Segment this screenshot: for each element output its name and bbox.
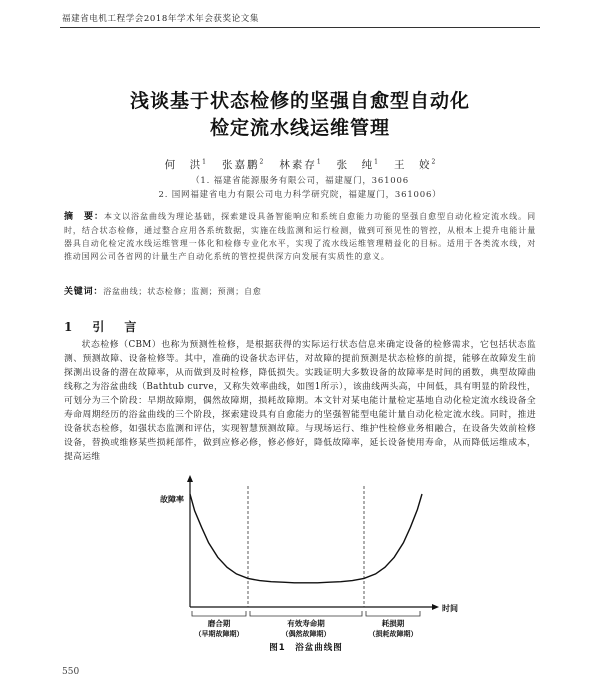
section-body: 状态检修（CBM）也称为预测性检修，是根据获得的实际运行状态信息来确定设备的检修需求，它包括状态监测、预测故障、设备检修等。其中，准确的设备状态评估，对故障的提前预测是状态检修的前提，能够在故障发生前探测出设备的潜在故障率，从而做到及时检修，降低损失。实践证明大多数设备的故障率是时间的函数，典型故障曲线称之为浴盆曲线（Bathtub curve，又称失效率曲线，如图1所示），该曲线两头高，中间低，具有明显的阶段性，可划分为三个阶段：早期故障期，偶然故障期，损耗故障期。本文针对某电能计量检定基地自动化检定流水线设备全寿命周期经历的浴盆曲线的三个阶段，探索建设具有自愈能力的坚强智能型电能计量自动化检定流水线。同时，推进设备状态检修，如强状态监测和评估，实现智慧预测故障。与现场运行、维护性检修业务相融合，在设备失效前检修设备，替换或维修某些损耗部件，做到应修必修，修必修好，降低故障率，延长设备使用寿命，从而降低运维成本，提高运维 <box>64 340 536 462</box>
author-2: 张嘉鹏$^2$ <box>221 158 264 171</box>
author-4: 张 纯$^1$ <box>336 158 378 171</box>
bathtub-curve-line <box>190 494 422 583</box>
y-axis-arrow <box>187 475 193 482</box>
phase-name-2: 有效寿命期 <box>287 619 325 628</box>
phase-sub-1: （早期故障期） <box>194 630 244 638</box>
phase-bracket-2 <box>250 611 362 616</box>
page-number: 550 <box>62 667 80 677</box>
running-head: 福建省电机工程学会2018年学术年会获奖论文集 <box>62 14 259 24</box>
author-1: 何 洪$^1$ <box>164 158 206 171</box>
author-3: 林素存$^1$ <box>279 158 321 171</box>
phase-bracket-1 <box>192 611 246 616</box>
phase-bracket-3 <box>366 611 420 616</box>
phase-name-1: 磨合期 <box>207 619 231 628</box>
keywords-label: 关键词： <box>64 287 104 297</box>
x-axis-label: 时间 <box>442 604 458 613</box>
keywords-text: 浴盆曲线；状态检修；监测；预测；自愈 <box>103 287 262 296</box>
phase-name-3: 耗损期 <box>381 619 405 628</box>
figure-caption: 图1 浴盆曲线图 <box>269 643 343 653</box>
y-axis-label: 故障率 <box>160 495 184 504</box>
phase-sub-2: （偶然故障期） <box>281 630 331 638</box>
title-line-1: 浅谈基于状态检修的坚强自愈型自动化 <box>129 90 470 112</box>
section-title: 引 言 <box>92 320 141 334</box>
author-5: 王 姣$^2$ <box>394 158 436 171</box>
affiliation-1: （1. 福建省能源服务有限公司，福建厦门，361006 <box>191 176 409 186</box>
abstract-text: 本文以浴盆曲线为理论基础，探索建设具备智能响应和系统自愈能力功能的坚强自愈型自动化检定流水线。同时，结合状态检修，通过整合应用各系统数据，实施在线监测和运行检测，做到可预见性的管控，从根本上提升电能计量器具自动化检定流水线运维管理一体化和检修专业化水平，实现了流水线运维管理精益化的目标。适用于各类流水线，对推动国网公司各省网的计量生产自动化系统的管控提供深方向发展有实质性的意义。 <box>64 212 536 261</box>
affiliation-2: 2. 国网福建省电力有限公司电力科学研究院，福建厦门，361006） <box>158 190 442 200</box>
abstract-label: 摘 要： <box>64 212 105 222</box>
phase-sub-3: （损耗故障期） <box>368 630 418 638</box>
x-axis-arrow <box>432 604 439 610</box>
title-line-2: 检定流水线运维管理 <box>209 117 390 139</box>
section-number: 1 <box>64 320 77 334</box>
